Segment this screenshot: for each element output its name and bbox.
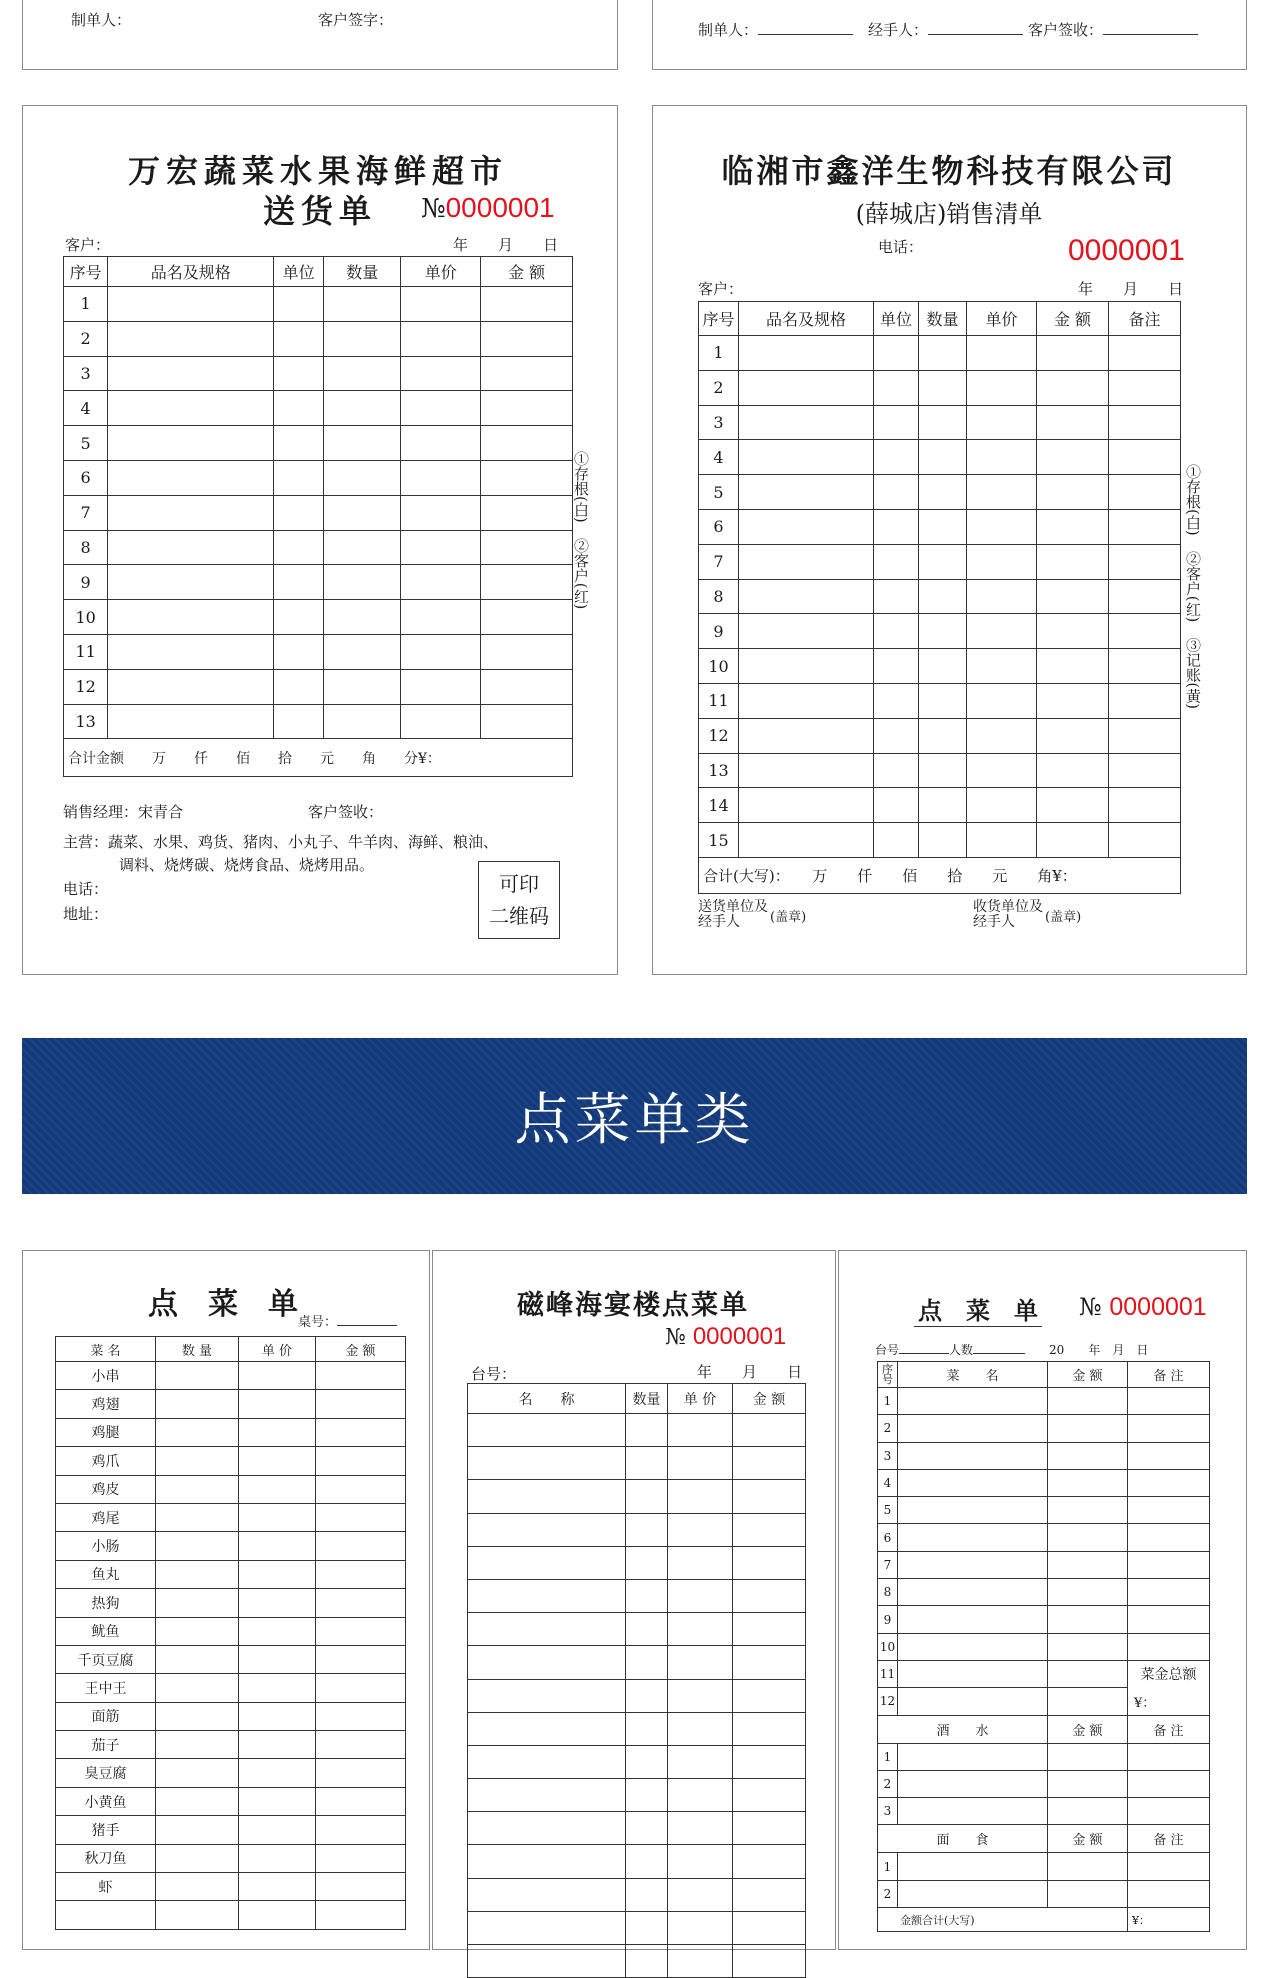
serial-number: №0000001 [421,192,555,224]
order-table [467,1383,806,1978]
table-row [64,634,573,669]
row-number: 12 [699,718,739,753]
table-row [468,1646,806,1679]
total-label: 菜金总额 [1128,1660,1210,1687]
table-row [878,1688,1210,1715]
serial-number: № 0000001 [1079,1293,1207,1321]
row-number: 8 [64,530,108,565]
header-index: 序号 [699,302,739,336]
header-qty: 数 量 [156,1337,239,1362]
row-number: 10 [878,1633,898,1660]
table-row [56,1617,406,1645]
dish-name: 小黄鱼 [56,1787,156,1815]
header-index: 序号 [64,257,108,287]
table-row [468,1745,806,1778]
table-row [64,530,573,565]
row-number: 4 [878,1469,898,1496]
header-remark: 备 注 [1128,1362,1210,1388]
table-row [64,460,573,495]
delivery-note-card [22,105,618,975]
order-menu-card-2 [432,1250,836,1950]
dish-name: 猪手 [56,1816,156,1844]
handler-label: 经手人： [868,19,1023,40]
header-qty: 数量 [626,1384,668,1414]
dish-name: 千页豆腐 [56,1645,156,1673]
copy-note: ①存根(白) ②客户(红) [572,451,590,610]
restaurant-title: 磁峰海宴楼点菜单 [517,1290,749,1321]
header-qty: 数量 [919,302,967,336]
table-row [878,1606,1210,1633]
table-row [56,1589,406,1617]
category-banner [22,1038,1247,1194]
table-row [56,1418,406,1446]
table-row [878,1770,1210,1797]
dish-name: 热狗 [56,1589,156,1617]
table-row [699,614,1181,649]
table-row [878,1743,1210,1770]
sales-table [698,301,1181,894]
header-qty: 数量 [324,257,401,287]
table-row [64,321,573,356]
table-row [468,1414,806,1447]
dish-name: 王中王 [56,1674,156,1702]
row-number: 10 [64,600,108,635]
row-number: 6 [699,509,739,544]
table-row [699,753,1181,788]
header-unit: 单位 [274,257,324,287]
table-row [56,1475,406,1503]
dish-name: 虾 [56,1873,156,1901]
row-number: 8 [699,579,739,614]
header-dish: 菜 名 [898,1362,1048,1388]
table-row [699,509,1181,544]
table-row [878,1880,1210,1907]
row-number: 1 [878,1743,898,1770]
table-row [878,1853,1210,1880]
table-row [56,1873,406,1901]
table-row [468,1513,806,1546]
row-number: 3 [878,1798,898,1825]
row-number: 1 [878,1853,898,1880]
table-row [468,1447,806,1480]
row-number: 6 [878,1524,898,1551]
row-number: 2 [699,370,739,405]
form-title: 点 菜 单 [148,1287,298,1322]
row-number: 10 [699,649,739,684]
row-number: 15 [699,823,739,858]
table-row [699,475,1181,510]
row-number: 12 [878,1688,898,1715]
dish-name: 鱼丸 [56,1560,156,1588]
qr-text: 二维码 [489,904,549,928]
header-amount: 金 额 [316,1337,406,1362]
table-row [878,1469,1210,1496]
table-row [56,1362,406,1390]
header-remark: 备 注 [1128,1825,1210,1853]
table-row [699,823,1181,858]
row-number: 9 [699,614,739,649]
row-number: 2 [878,1770,898,1797]
header-name: 品名及规格 [108,257,274,287]
qr-code-placeholder [478,861,560,939]
dish-name: 小肠 [56,1532,156,1560]
row-number: 5 [878,1497,898,1524]
serial-number: 0000001 [1068,234,1185,267]
table-row [468,1812,806,1845]
table-row [56,1674,406,1702]
dish-name: 面筋 [56,1702,156,1730]
row-number: 7 [878,1551,898,1578]
order-table [55,1336,406,1930]
header-amount: 金 额 [733,1384,806,1414]
table-row [878,1660,1210,1687]
customer-label: 客户： [698,280,744,298]
table-row [56,1844,406,1872]
header-dish: 菜 名 [56,1337,156,1362]
table-row [468,1579,806,1612]
header-remark: 备 注 [1128,1715,1210,1743]
table-row [468,1779,806,1812]
table-row [64,704,573,739]
table-row [56,1447,406,1475]
manager-label: 销售经理：宋青合 [63,803,184,821]
table-row [468,1546,806,1579]
table-row [699,544,1181,579]
table-row [56,1503,406,1531]
table-row [64,565,573,600]
date-label: 年 月 日 [453,236,559,254]
dish-name: 秋刀鱼 [56,1844,156,1872]
row-number: 3 [64,356,108,391]
header-price: 单价 [967,302,1037,336]
header-amount: 金 额 [481,257,573,287]
table-row [878,1798,1210,1825]
table-row [56,1532,406,1560]
header-name: 名 称 [468,1384,626,1414]
table-row [56,1560,406,1588]
table-row [64,426,573,461]
header-noodles: 面 食 [878,1825,1048,1853]
top-left-form [22,0,618,70]
maker-label: 制单人： [698,19,853,40]
row-number: 12 [64,669,108,704]
table-row [56,1759,406,1787]
table-row [878,1442,1210,1469]
form-title: 点 菜 单 [914,1291,1042,1327]
table-row [699,336,1181,371]
row-number: 1 [878,1388,898,1415]
row-number: 4 [64,391,108,426]
table-row [468,1878,806,1911]
row-number: 5 [699,475,739,510]
copy-note: ①存根(白) ②客户(红) ③记账(黄) [1184,464,1202,710]
address-label: 地址： [63,905,109,923]
table-row [56,1390,406,1418]
form-subtitle: (薛城店)销售清单 [855,200,1043,228]
business-scope-line2: 调料、烧烤碳、烧烤食品、烧烤用品。 [119,856,375,874]
header-price: 单 价 [668,1384,733,1414]
header-drinks: 酒 水 [878,1715,1048,1743]
row-number: 2 [64,321,108,356]
receiver-seal: (盖章) [1045,910,1082,925]
table-row [699,370,1181,405]
table-row [878,1415,1210,1442]
table-row [699,718,1181,753]
store-title: 万宏蔬菜水果海鲜超市 [127,152,508,190]
sender-seal: (盖章) [770,910,807,925]
customer-sign-label: 客户签收： [1028,19,1198,40]
company-title: 临湘市鑫洋生物科技有限公司 [721,152,1177,190]
form-subtitle: 送货单 [263,192,378,230]
header-line: 台号 人数 20 年 月 日 [875,1343,1149,1357]
row-number: 13 [64,704,108,739]
dish-table [877,1361,1210,1932]
table-row [468,1712,806,1745]
maker-label: 制单人： [71,11,132,29]
header-amount: 金 额 [1048,1715,1128,1743]
table-row [878,1388,1210,1415]
table-row [699,788,1181,823]
table-row [56,1901,406,1929]
table-row [468,1945,806,1978]
banner-title: 点菜单类 [514,1088,755,1153]
table-row [64,495,573,530]
client-sign-label: 客户签收： [308,803,384,821]
header-amount: 金 额 [1037,302,1109,336]
header-name: 品名及规格 [739,302,874,336]
row-number: 11 [64,634,108,669]
table-row [64,391,573,426]
table-row [699,683,1181,718]
total-row: 合计(大写)： 万 仟 佰 拾 元 角¥： [699,857,1181,893]
dish-name: 鸡翅 [56,1390,156,1418]
sales-list-card [652,105,1247,975]
row-number: 6 [64,460,108,495]
order-menu-card-3 [838,1250,1247,1950]
table-row [699,405,1181,440]
bottom-total: 金额合计(大写) [878,1908,1128,1932]
table-row [64,356,573,391]
dish-name: 茄子 [56,1731,156,1759]
total-yen: ¥： [1128,1688,1210,1715]
receiver-label: 收货单位及经手人 [973,899,1043,930]
order-menu-card-1 [22,1250,430,1950]
row-number: 13 [699,753,739,788]
dish-name: 鸡爪 [56,1447,156,1475]
table-number-label: 桌号： [298,1311,397,1330]
top-right-form [652,0,1247,70]
table-row [64,287,573,322]
row-number: 11 [878,1660,898,1687]
table-number-label: 台号： [471,1365,517,1383]
delivery-table [63,256,573,777]
table-row [64,600,573,635]
dish-name: 鸡尾 [56,1503,156,1531]
row-number: 4 [699,440,739,475]
table-row [699,440,1181,475]
header-amount: 金 额 [1048,1825,1128,1853]
table-row [878,1497,1210,1524]
business-scope: 主营：蔬菜、水果、鸡货、猪肉、小丸子、牛羊肉、海鲜、粮油、 [63,833,499,851]
table-row [468,1911,806,1944]
row-number: 9 [878,1606,898,1633]
table-row [64,669,573,704]
row-number: 2 [878,1415,898,1442]
sender-label: 送货单位及经手人 [698,899,768,930]
bottom-yen: ¥： [1128,1908,1210,1932]
dish-name [56,1901,156,1929]
table-row [878,1551,1210,1578]
row-number: 1 [64,287,108,322]
date-label: 年 月 日 [1078,280,1184,298]
header-price: 单价 [401,257,481,287]
row-number: 3 [878,1442,898,1469]
customer-label: 客户： [65,236,111,254]
table-row [878,1633,1210,1660]
table-row [56,1787,406,1815]
row-number: 9 [64,565,108,600]
phone-label: 电话： [63,880,109,898]
table-row [699,649,1181,684]
table-row [878,1579,1210,1606]
table-row [56,1702,406,1730]
header-index: 序号 [878,1362,898,1388]
dish-name: 臭豆腐 [56,1759,156,1787]
row-number: 14 [699,788,739,823]
row-number: 3 [699,405,739,440]
phone-label: 电话： [878,238,924,256]
row-number: 1 [699,336,739,371]
row-number: 7 [699,544,739,579]
table-row [699,579,1181,614]
header-price: 单 价 [239,1337,316,1362]
table-row [56,1645,406,1673]
date-label: 年 月 日 [697,1363,803,1381]
header-remark: 备注 [1109,302,1181,336]
row-number: 7 [64,495,108,530]
table-row [468,1613,806,1646]
table-row [468,1679,806,1712]
table-row [878,1524,1210,1551]
dish-name: 鱿鱼 [56,1617,156,1645]
row-number: 5 [64,426,108,461]
qr-text: 可印 [499,872,539,896]
table-row [468,1480,806,1513]
total-row: 合计金额 万 仟 佰 拾 元 角 分¥： [64,739,573,777]
serial-number: № 0000001 [665,1323,787,1350]
header-amount: 金 额 [1048,1362,1128,1388]
table-row [56,1731,406,1759]
table-row [468,1845,806,1878]
row-number: 8 [878,1579,898,1606]
dish-name: 鸡皮 [56,1475,156,1503]
header-unit: 单位 [874,302,919,336]
row-number: 2 [878,1880,898,1907]
table-row [56,1816,406,1844]
row-number: 11 [699,683,739,718]
dish-name: 小串 [56,1362,156,1390]
customer-sign-label: 客户签字： [318,11,394,29]
dish-name: 鸡腿 [56,1418,156,1446]
